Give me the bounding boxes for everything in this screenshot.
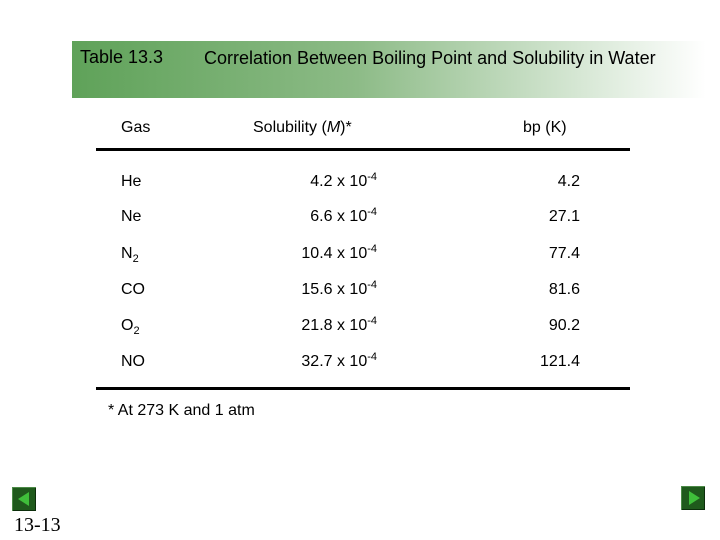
- header-gas: Gas: [121, 119, 151, 136]
- gas-subscript: 2: [133, 325, 140, 337]
- footer-rule: [96, 387, 630, 390]
- bp-cell: 77.4: [548, 245, 580, 262]
- solubility-exponent: -4: [367, 243, 377, 255]
- solubility-base: 32.7 x 10: [301, 353, 368, 370]
- solubility-base: 10.4 x 10: [301, 245, 368, 262]
- solubility-cell: [301, 281, 377, 299]
- gas-name: He: [121, 173, 142, 190]
- solubility-exponent: -4: [367, 171, 377, 183]
- solubility-base: 21.8 x 10: [301, 317, 368, 334]
- gas-name: Ne: [121, 208, 142, 225]
- footnote: * At 273 K and 1 atm: [108, 402, 255, 419]
- bp-cell: 4.2: [557, 173, 580, 190]
- solubility-exponent: -4: [367, 315, 377, 327]
- solubility-cell: [310, 208, 377, 226]
- gas-name: CO: [121, 281, 145, 298]
- triangle-right-icon: [689, 491, 700, 505]
- gas-cell: [121, 208, 141, 226]
- gas-cell: [121, 173, 141, 191]
- gas-name: N: [121, 245, 133, 262]
- solubility-base: 4.2 x 10: [310, 173, 368, 190]
- solubility-exponent: -4: [367, 351, 377, 363]
- triangle-left-icon: [18, 492, 29, 506]
- header-bp: bp (K): [523, 119, 567, 136]
- solubility-cell: [310, 173, 377, 191]
- page-number: 13-13: [14, 514, 61, 536]
- table-title: Correlation Between Boiling Point and Solubility in Water: [204, 48, 656, 68]
- bp-cell: 121.4: [539, 353, 580, 370]
- previous-slide-button[interactable]: [12, 487, 36, 511]
- gas-name: O: [121, 317, 134, 334]
- header-solubility-unit: M: [326, 119, 341, 136]
- header-solubility-prefix: Solubility (: [253, 119, 327, 136]
- solubility-base: 6.6 x 10: [310, 208, 368, 225]
- bp-cell: 90.2: [548, 317, 580, 334]
- gas-cell: [121, 317, 140, 335]
- bp-cell: 81.6: [548, 281, 580, 298]
- solubility-exponent: -4: [367, 206, 377, 218]
- gas-cell: [121, 353, 145, 371]
- solubility-cell: [301, 317, 377, 335]
- next-slide-button[interactable]: [681, 486, 705, 510]
- gas-cell: [121, 281, 145, 299]
- bp-cell: 27.1: [548, 208, 580, 225]
- header-solubility-suffix: )*: [340, 119, 352, 136]
- solubility-cell: [301, 245, 377, 263]
- solubility-cell: [301, 353, 377, 371]
- gas-subscript: 2: [132, 253, 139, 265]
- solubility-base: 15.6 x 10: [301, 281, 368, 298]
- header-solubility: [253, 119, 352, 137]
- table-number: Table 13.3: [80, 47, 164, 67]
- gas-cell: [121, 245, 139, 263]
- solubility-exponent: -4: [367, 279, 377, 291]
- gas-name: NO: [121, 353, 145, 370]
- header-rule: [96, 148, 630, 151]
